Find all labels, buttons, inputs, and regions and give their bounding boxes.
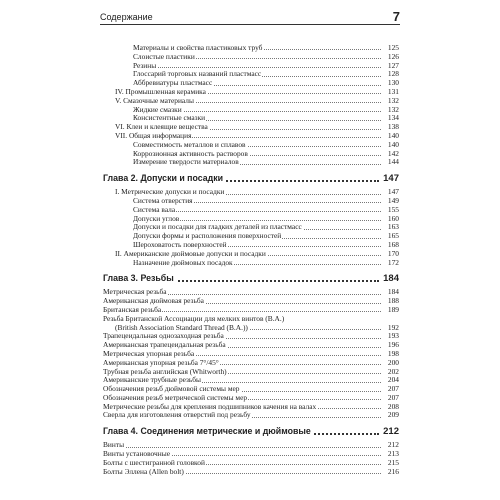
toc-entry[interactable] [103, 215, 399, 224]
toc-entry[interactable] [103, 106, 399, 115]
toc-entry-title: Резьба Британской Ассоциации для мелких винтов (B.A.) [103, 314, 285, 323]
toc-entry-page: 165 [382, 232, 399, 241]
toc-entry[interactable] [103, 441, 399, 450]
toc-entry-page: 209 [382, 411, 399, 420]
toc-entry[interactable] [103, 359, 399, 368]
toc-entry-page: 140 [382, 141, 399, 150]
toc-entry[interactable] [103, 114, 399, 123]
toc-entry-title: Трапецеидальная однозаходная резьба [103, 332, 224, 341]
toc-entry-title: Консистентные смазки [133, 114, 206, 123]
toc-entry-title: Назначение дюймовых посадок [133, 258, 233, 267]
toc-entry[interactable] [103, 385, 399, 394]
toc-entry[interactable] [103, 232, 399, 241]
toc-entry-page: 212 [382, 441, 399, 450]
toc-entry-title: Допуски и посадки для гладких деталей из пластмасс [133, 223, 302, 232]
toc-entry-page: 184 [382, 288, 399, 297]
toc-entry[interactable] [103, 62, 399, 71]
toc-entry-title: Аббревиатуры пластмасс [133, 79, 213, 88]
toc-entry-page: 126 [382, 53, 399, 62]
toc-entry-page: 163 [382, 223, 399, 232]
toc-block-chapter2 [103, 188, 399, 267]
toc-chapter-3[interactable] [103, 272, 399, 285]
toc-entry-title: Американская трапецеидальная резьба [103, 341, 226, 350]
toc-entry[interactable] [103, 324, 399, 333]
toc-entry-title: Измерение твердости материалов [133, 158, 239, 167]
toc-entry-page: 147 [382, 188, 399, 197]
toc-entry-page: 168 [382, 241, 399, 250]
toc-entry-page: 144 [382, 158, 399, 167]
toc-entry[interactable] [103, 259, 399, 268]
toc-entry-title: Метрическая упорная резьба [103, 349, 195, 358]
toc-entry-title: VII. Общая информация [115, 131, 192, 140]
toc-entry-title: II. Американские дюймовые допуски и посадки [115, 249, 266, 258]
toc-entry[interactable] [103, 376, 399, 385]
toc-entry[interactable] [103, 206, 399, 215]
toc-entry[interactable] [103, 79, 399, 88]
toc-entry-title: Винты [103, 441, 125, 450]
toc-entry-page: 140 [382, 132, 399, 141]
toc-entry-page: 213 [382, 450, 399, 459]
toc-entry-page: 188 [382, 297, 399, 306]
toc-entry-title: VI. Клеи и клеящие вещества [115, 123, 208, 132]
toc-entry[interactable] [103, 223, 399, 232]
toc-entry-page: 189 [382, 306, 399, 315]
toc-entry[interactable] [103, 297, 399, 306]
toc-entry-title: Американская упорная резьба 7°/45° [103, 358, 219, 367]
toc-block-chapter1-tail [103, 44, 399, 167]
toc-entry-title: I. Метрические допуски и посадки [115, 188, 225, 197]
chapter-page: 212 [383, 426, 399, 438]
toc-entry-title: (British Association Standard Thread (B.A.)) [115, 323, 248, 332]
header-page-number: 7 [392, 9, 400, 24]
toc-entry[interactable] [103, 315, 399, 324]
toc-entry[interactable] [103, 306, 399, 315]
toc-entry[interactable] [103, 459, 399, 468]
toc-entry-title: Жидкие смазки [133, 105, 182, 114]
table-of-contents [103, 44, 399, 476]
chapter-title: Глава 2. Допуски и посадки [103, 173, 224, 184]
toc-entry-page: 204 [382, 376, 399, 385]
toc-entry-page: 132 [382, 106, 399, 115]
toc-entry-title: Винты установочные [103, 450, 170, 459]
toc-entry-page: 130 [382, 79, 399, 88]
toc-entry[interactable] [103, 70, 399, 79]
chapter-title: Глава 3. Резьбы [103, 273, 174, 284]
toc-entry-title: Слоистые пластики [133, 52, 195, 61]
toc-entry-title: Обозначения резьб метрической системы мер [103, 393, 248, 402]
toc-entry-page: 207 [382, 394, 399, 403]
toc-entry[interactable] [103, 403, 399, 412]
toc-entry-page: 160 [382, 215, 399, 224]
toc-entry-title: Допуски углов [133, 214, 180, 223]
toc-entry[interactable] [103, 141, 399, 150]
toc-entry-page: 202 [382, 368, 399, 377]
toc-entry-title: Совместимость металлов и сплавов [133, 140, 246, 149]
toc-entry-title: Система отверстия [133, 196, 193, 205]
toc-entry-title: Болты с шестигранной головкой [103, 458, 205, 467]
toc-entry-title: Резины [133, 61, 157, 70]
toc-entry[interactable] [103, 150, 399, 159]
toc-entry[interactable] [103, 188, 399, 197]
toc-entry-title: Материалы и свойства пластиковых труб [133, 44, 263, 52]
toc-entry[interactable] [103, 123, 399, 132]
toc-entry-page: 198 [382, 350, 399, 359]
toc-entry-title: Коррозионная активность растворов [133, 149, 248, 158]
toc-entry[interactable] [103, 250, 399, 259]
toc-entry[interactable] [103, 88, 399, 97]
toc-entry-page: 127 [382, 62, 399, 71]
toc-entry-title: Болты Эллена (Allen bolt) [103, 467, 184, 476]
toc-chapter-4[interactable] [103, 425, 399, 438]
toc-entry-title: V. Смазочные материалы [115, 96, 194, 105]
toc-entry[interactable] [103, 97, 399, 106]
toc-entry-page: 128 [382, 70, 399, 79]
toc-entry-title: Метрические резьбы для крепления подшипников качения на валах [103, 402, 317, 411]
toc-entry-page: 208 [382, 403, 399, 412]
toc-entry-title: Глоссарий торговых названий пластмасс [133, 70, 262, 79]
toc-entry-page: 138 [382, 123, 399, 132]
toc-entry-page: 192 [382, 324, 399, 333]
toc-entry[interactable] [103, 468, 399, 477]
toc-entry-title: Британская резьба [103, 305, 162, 314]
toc-entry-title: Допуски формы и расположения поверхностей [133, 232, 282, 241]
toc-entry-page: 142 [382, 150, 399, 159]
toc-entry[interactable] [103, 44, 399, 53]
toc-entry[interactable] [103, 197, 399, 206]
toc-entry[interactable] [103, 341, 399, 350]
toc-entry[interactable] [103, 132, 399, 141]
chapter-page: 147 [383, 173, 399, 185]
toc-entry-page: 132 [382, 97, 399, 106]
toc-entry-page: 193 [382, 332, 399, 341]
chapter-page: 184 [383, 273, 399, 285]
toc-entry-title: Американская дюймовая резьба [103, 297, 204, 306]
toc-entry-page: 125 [382, 44, 399, 53]
toc-entry-page: 216 [382, 468, 399, 477]
toc-entry[interactable] [103, 241, 399, 250]
toc-entry[interactable] [103, 394, 399, 403]
header-title: Содержание [100, 12, 153, 22]
toc-entry-page: 131 [382, 88, 399, 97]
toc-entry[interactable] [103, 288, 399, 297]
toc-entry-page: 149 [382, 197, 399, 206]
toc-block-chapter4 [103, 441, 399, 476]
toc-entry-page: 155 [382, 206, 399, 215]
toc-entry-title: Сверла для изготовления отверстий под резьбу [103, 411, 251, 420]
running-header [100, 6, 400, 25]
toc-entry-title: Метрическая резьба [103, 288, 167, 297]
toc-entry-title: Обозначения резьб дюймовой системы мер [103, 385, 240, 394]
toc-entry-page: 196 [382, 341, 399, 350]
chapter-title: Глава 4. Соединения метрические и дюймовые [103, 426, 311, 437]
toc-entry[interactable] [103, 411, 399, 420]
toc-entry-page: 215 [382, 459, 399, 468]
toc-entry[interactable] [103, 368, 399, 377]
toc-entry[interactable] [103, 332, 399, 341]
toc-entry-page: 134 [382, 114, 399, 123]
toc-entry[interactable] [103, 158, 399, 167]
toc-entry[interactable] [103, 53, 399, 62]
toc-entry-page: 170 [382, 250, 399, 259]
toc-entry-title: Система вала [133, 205, 176, 214]
toc-entry-title: Американские трубные резьбы [103, 376, 202, 385]
toc-entry-page: 207 [382, 385, 399, 394]
toc-entry-page: 200 [382, 359, 399, 368]
toc-chapter-2[interactable] [103, 172, 399, 185]
toc-entry[interactable] [103, 450, 399, 459]
toc-entry-title: IV. Промышленная керамика [115, 87, 206, 96]
toc-entry[interactable] [103, 350, 399, 359]
toc-entry-title: Трубная резьба английская (Whitworth) [103, 367, 227, 376]
toc-entry-title: Шероховатость поверхностей [133, 240, 227, 249]
toc-block-chapter3 [103, 288, 399, 420]
toc-entry-page: 172 [382, 259, 399, 268]
